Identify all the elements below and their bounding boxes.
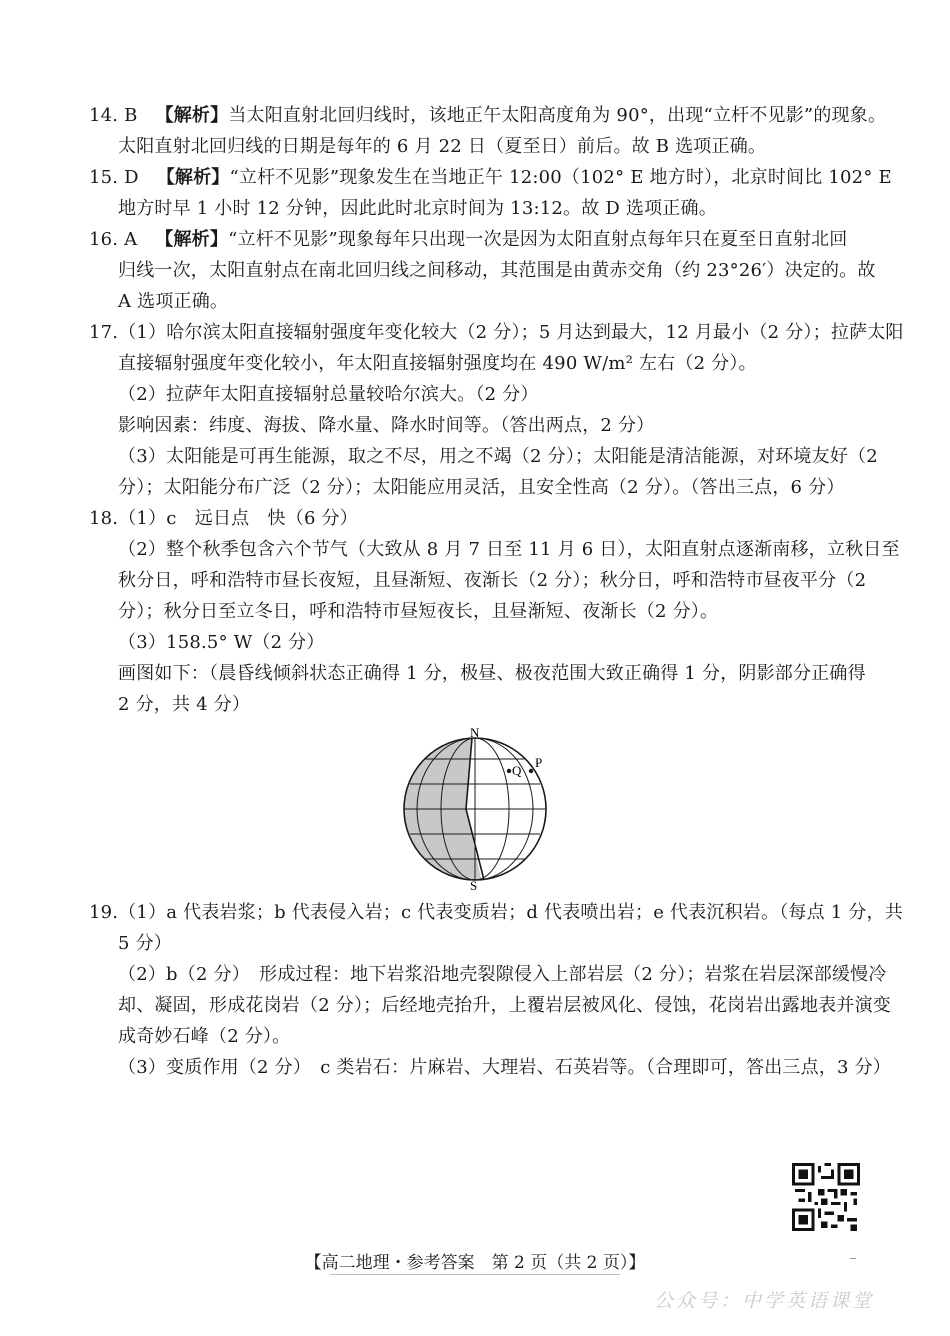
q19-line-4: 却、凝固，形成花岗岩（2 分）；后经地壳抬升，上覆岩层被风化、侵蚀，花岗岩出露地表并演变 [118, 995, 891, 1016]
q15-text: “立杆不见影”现象发生在当地正午 12:00（102° E 地方时），北京时间比 102° E [229, 167, 892, 188]
qr-code-icon [792, 1163, 860, 1231]
watermark: 公众号：中学英语课堂 [653, 1290, 874, 1312]
label-s: S [470, 878, 478, 892]
q17-line-2: 直接辐射强度年变化较小，年太阳直接辐射强度均在 490 W/m² 左右（2 分）。 [118, 353, 757, 374]
q16-tag: 【解析】 [155, 229, 229, 250]
q18-line-3: 秋分日，呼和浩特市昼长夜短，且昼渐短、夜渐长（2 分）；秋分日，呼和浩特市昼夜平分（2 [118, 570, 867, 591]
footer-divider [330, 1274, 620, 1275]
q18-line-7: 2 分，共 4 分） [118, 694, 251, 715]
label-n: N [470, 727, 480, 740]
q14-line-1 [89, 104, 886, 128]
point-q-marker [507, 769, 511, 773]
q17-line-5: （3）太阳能是可再生能源，取之不尽，用之不竭（2 分）；太阳能是清洁能源，对环境友好（2 [118, 446, 878, 467]
q17-line-3: （2）拉萨年太阳直接辐射总量较哈尔滨大。（2 分） [118, 384, 539, 405]
q19-line-1: 19.（1）a 代表岩浆；b 代表侵入岩；c 代表变质岩；d 代表喷出岩；e 代表沉积岩。（每点 1 分，共 [89, 902, 903, 923]
label-p: P [535, 755, 543, 770]
q16-line-2: 归线一次，太阳直射点在南北回归线之间移动，其范围是由黄赤交角（约 23°26′）决定的。故 [118, 260, 876, 281]
q16-line-1 [89, 228, 848, 252]
q18-line-4: 分）；秋分日至立冬日，呼和浩特市昼短夜长，且昼渐短、夜渐长（2 分）。 [118, 601, 719, 622]
q15-tag: 【解析】 [156, 167, 230, 188]
q19-line-5: 成奇妙石峰（2 分）。 [118, 1026, 291, 1047]
decorative-mark [850, 1258, 856, 1259]
q19-line-3: （2）b（2 分） 形成过程：地下岩浆沿地壳裂隙侵入上部岩层（2 分）；岩浆在岩层深部缓慢冷 [118, 964, 887, 985]
q19-line-6: （3）变质作用（2 分） c 类岩石：片麻岩、大理岩、石英岩等。（合理即可，答出三点，3 分） [118, 1057, 891, 1078]
q14-number: 14. B [89, 105, 138, 126]
globe-diagram [400, 727, 550, 892]
q18-line-1: 18.（1）c 远日点 快（6 分） [89, 508, 358, 529]
q14-line-2: 太阳直射北回归线的日期是每年的 6 月 22 日（夏至日）前后。故 B 选项正确。 [118, 136, 767, 157]
q18-line-2: （2）整个秋季包含六个节气（大致从 8 月 7 日至 11 月 6 日），太阳直射点逐渐南移，立秋日至 [118, 539, 900, 560]
q18-line-6: 画图如下：（晨昏线倾斜状态正确得 1 分，极昼、极夜范围大致正确得 1 分，阴影部分正确得 [118, 663, 866, 684]
q15-number: 15. D [89, 167, 139, 188]
q17-line-6: 分）；太阳能分布广泛（2 分）；太阳能应用灵活，且安全性高（2 分）。（答出三点，6 分） [118, 477, 845, 498]
q18-line-5: （3）158.5° W（2 分） [118, 632, 325, 653]
q16-line-3: A 选项正确。 [118, 291, 229, 312]
point-p-marker [529, 769, 533, 773]
q16-number: 16. A [89, 229, 138, 250]
q17-line-4: 影响因素：纬度、海拔、降水量、降水时间等。（答出两点，2 分） [118, 415, 655, 436]
q16-text: “立杆不见影”现象每年只出现一次是因为太阳直射点每年只在夏至日直射北回 [228, 229, 848, 250]
q15-line-2: 地方时早 1 小时 12 分钟，因此此时北京时间为 13:12。故 D 选项正确。 [118, 198, 717, 219]
q14-tag: 【解析】 [155, 105, 229, 126]
page-footer: 【高二地理・参考答案 第 2 页（共 2 页）】 [304, 1253, 646, 1273]
q14-text: 当太阳直射北回归线时，该地正午太阳高度角为 90°，出现“立杆不见影”的现象。 [228, 105, 887, 126]
label-q: Q [512, 763, 522, 778]
q15-line-1 [89, 166, 892, 190]
q17-line-1: 17.（1）哈尔滨太阳直接辐射强度年变化较大（2 分）；5 月达到最大，12 月最小（2 分）；拉萨太阳 [89, 322, 904, 343]
q19-line-2: 5 分） [118, 933, 172, 954]
